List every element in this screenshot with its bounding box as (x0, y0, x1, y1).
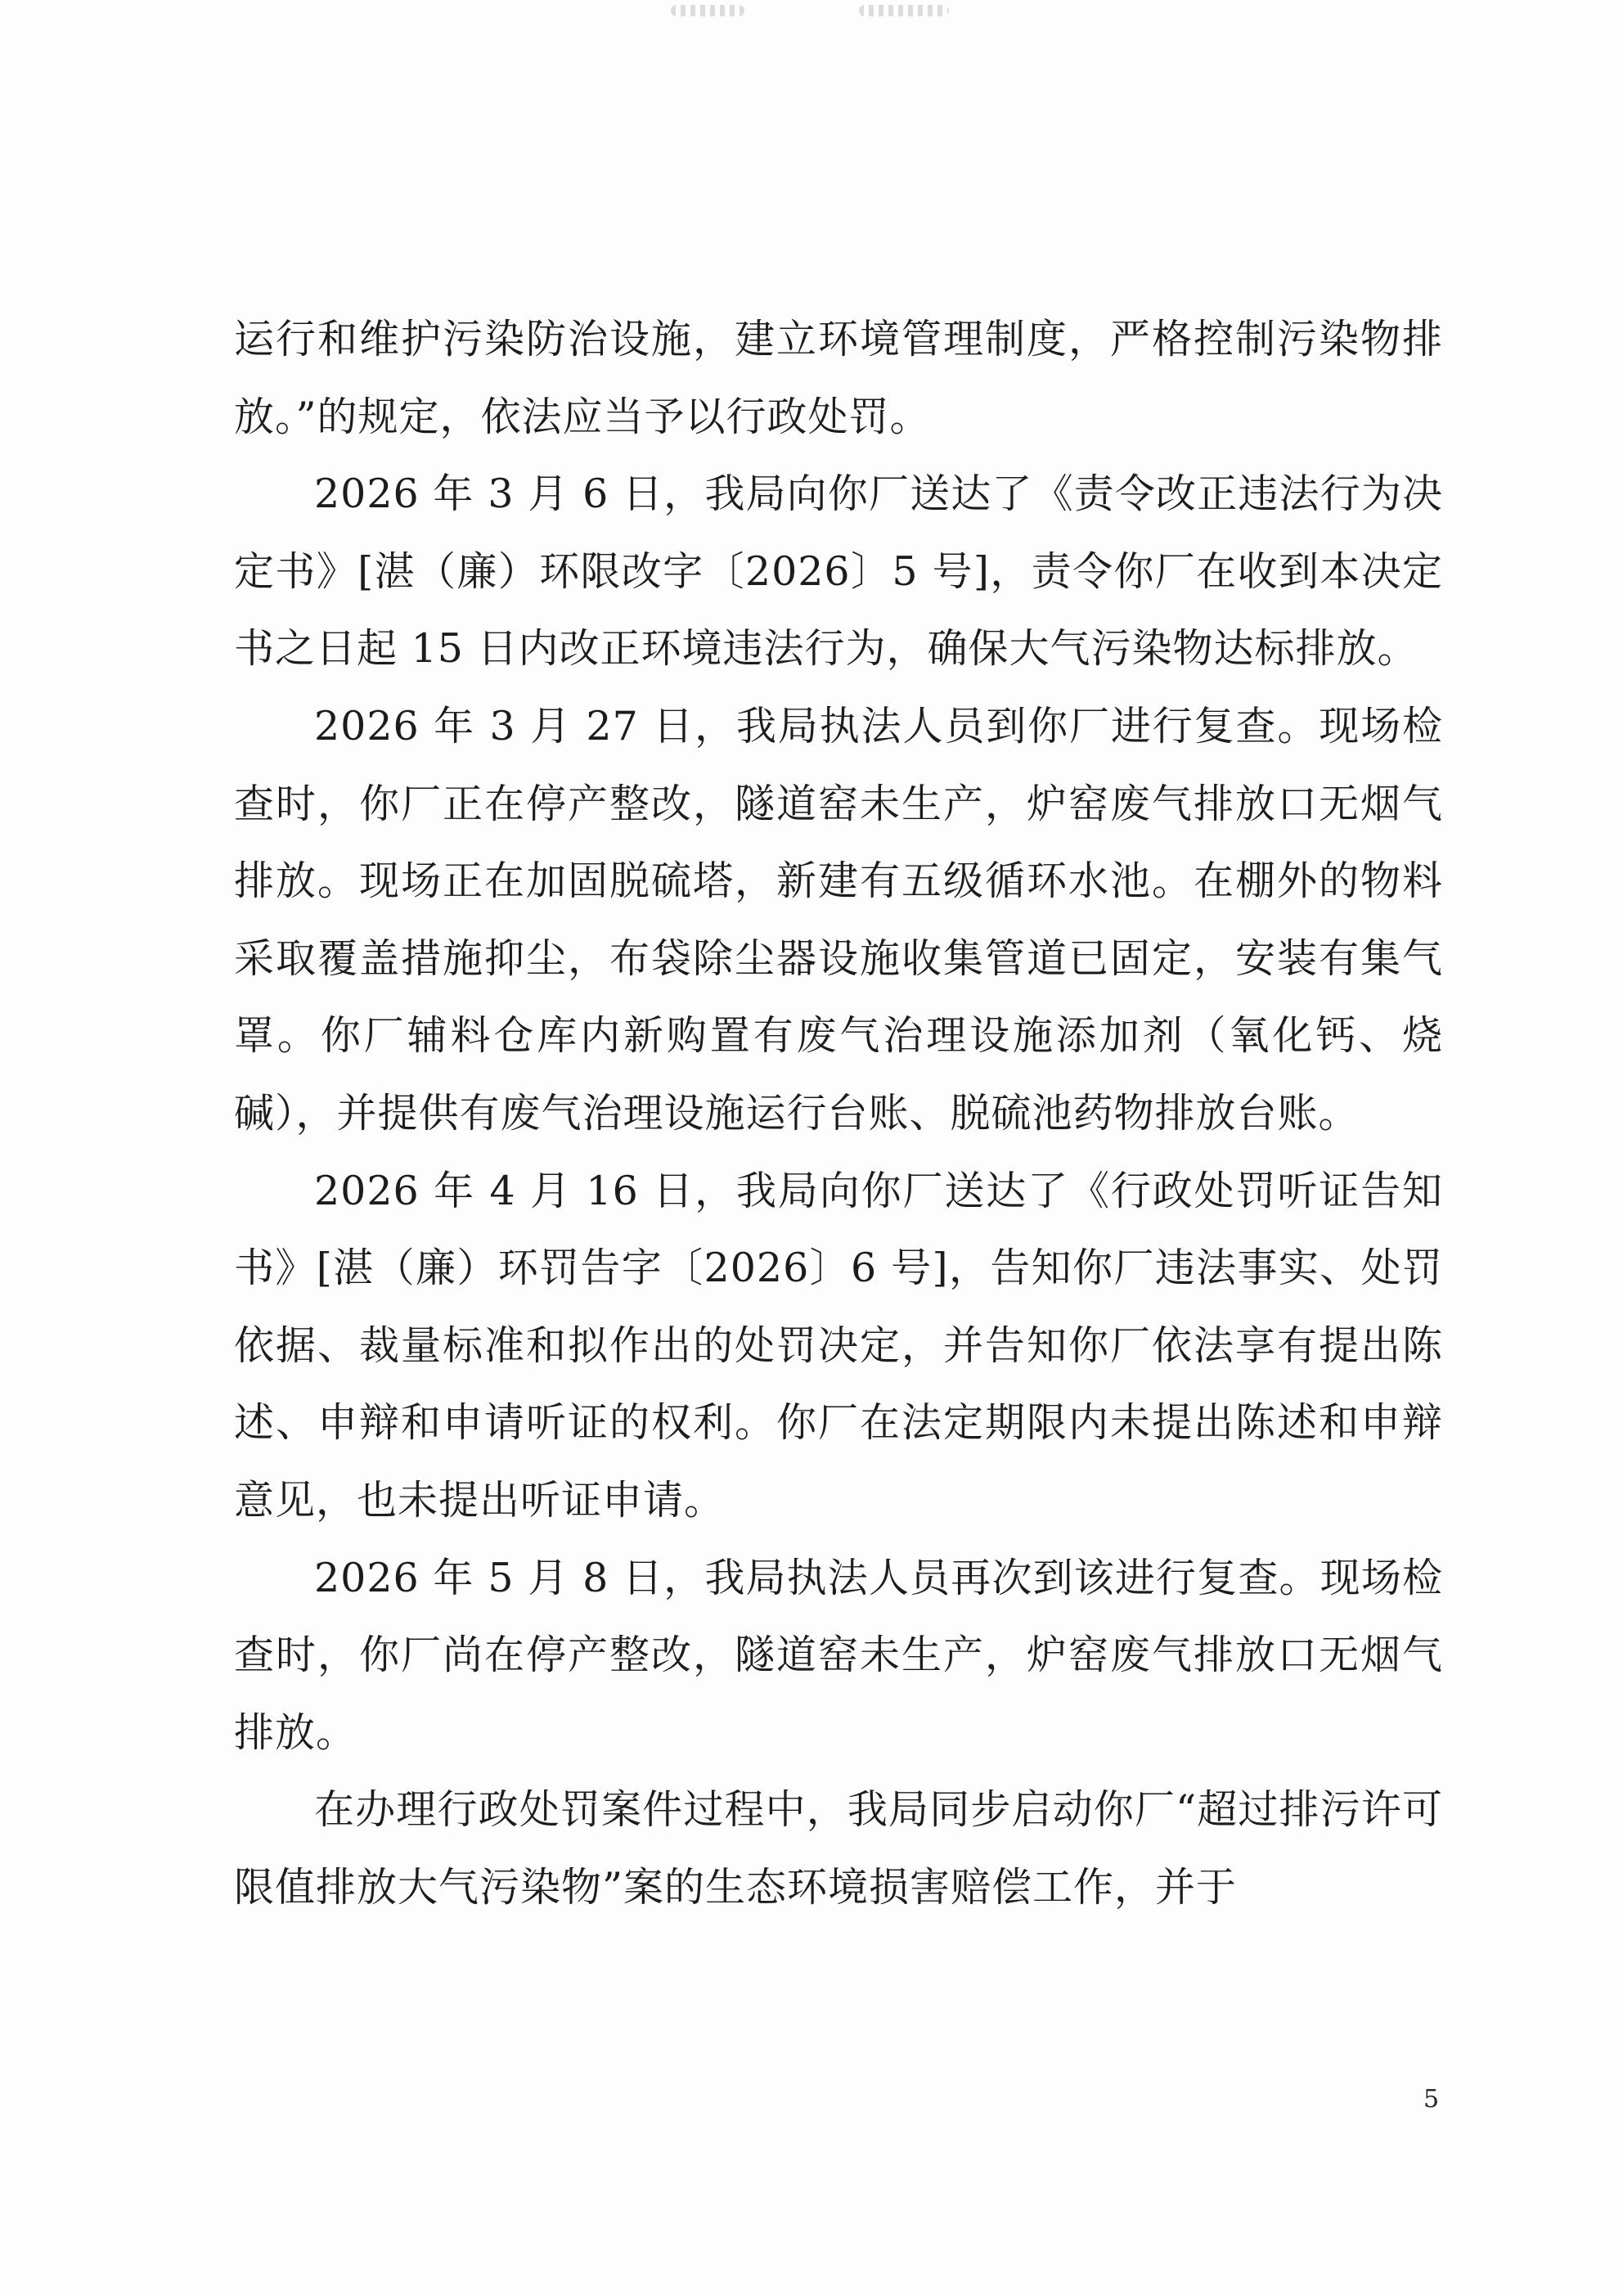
paragraph-5: 2026 年 5 月 8 日，我局执法人员再次到该进行复查。现场检查时，你厂尚在停产整改，隧道窑未生产，炉窑废气排放口无烟气排放。 (234, 1554, 1443, 1756)
paragraph-6: 在办理行政处罚案件过程中，我局同步启动你厂“超过排污许可限值排放大气污染物”案的生态环境损害赔偿工作，并于 (234, 1786, 1443, 1911)
paragraph-1: 运行和维护污染防治设施，建立环境管理制度，严格控制污染物排放。”的规定，依法应当予以行政处罚。 (234, 316, 1443, 440)
paragraph-3: 2026 年 3 月 27 日，我局执法人员到你厂进行复查。现场检查时，你厂正在停产整改，隧道窑未生产，炉窑废气排放口无烟气排放。现场正在加固脱硫塔，新建有五级循环水池。在棚外的物料采取覆盖措施抑尘，布袋除尘器设施收集管道已固定，安装有集气罩。你厂辅料仓库内新购置有废气治理设施添加剂（氧化钙、烧碱），并提供有废气治理设施运行台账、脱硫池药物排放台账。 (234, 702, 1443, 1137)
scan-artifact (654, 0, 998, 21)
scan-mark-left (671, 5, 744, 16)
paragraph-4: 2026 年 4 月 16 日，我局向你厂送达了《行政处罚听证告知书》[湛（廉）环罚告字〔2026〕6 号]，告知你厂违法事实、处罚依据、裁量标准和拟作出的处罚决定，并告知你厂依法享有提出陈述、申辩和申请听证的权利。你厂在法定期限内未提出陈述和申辩意见，也未提出听证申请。 (234, 1167, 1443, 1524)
document-body (234, 301, 1443, 1926)
page-number: 5 (1423, 2085, 1440, 2114)
paragraph-2: 2026 年 3 月 6 日，我局向你厂送达了《责令改正违法行为决定书》[湛（廉）环限改字〔2026〕5 号]，责令你厂在收到本决定书之日起 15 日内改正环境违法行为，确保大气污染物达标排放。 (234, 470, 1443, 673)
scan-mark-right (859, 5, 949, 16)
